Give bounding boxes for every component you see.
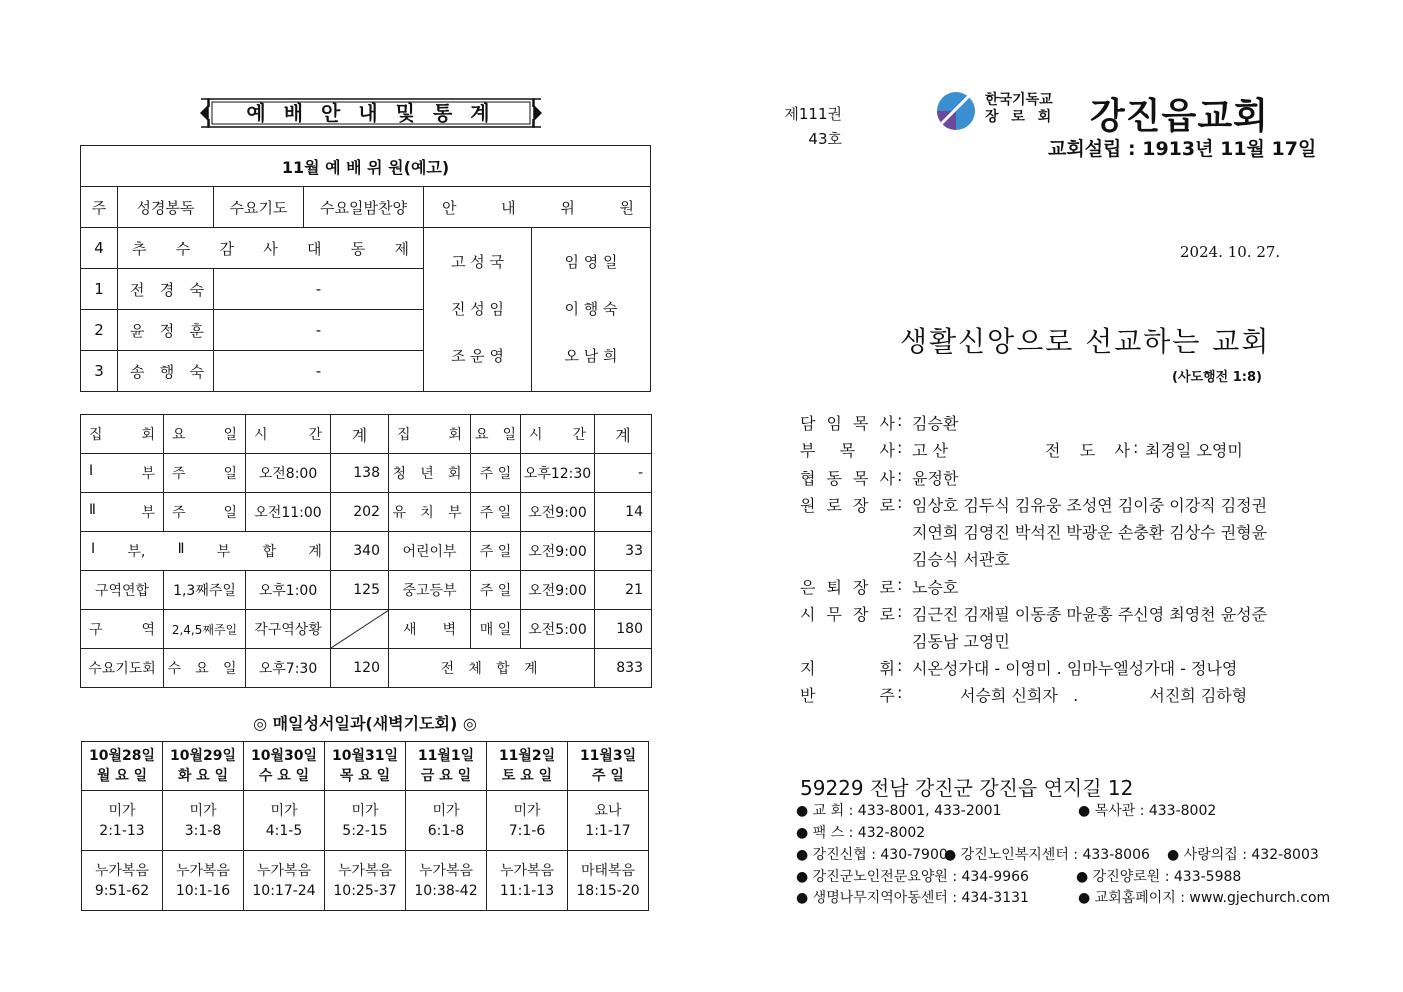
duty-dash: -: [214, 351, 424, 392]
stats-time: 오전9:00: [521, 493, 595, 532]
reading-ot: 미가 6:1-8: [406, 791, 487, 851]
stats-day: 2,4,5째주일: [164, 610, 246, 649]
duty-header-ushers: 안 내 위 원: [424, 187, 651, 228]
reading-nt: 마태복음 18:15-20: [568, 851, 649, 911]
church-motto: 생활신앙으로 선교하는 교회: [900, 325, 1271, 358]
reading-ot: 미가 7:1-6: [487, 791, 568, 851]
reading-day-header: 10월31일 목 요 일: [325, 742, 406, 791]
stats-day: 1,3째주일: [164, 571, 246, 610]
stats-day: 주 일: [471, 532, 521, 571]
reading-nt: 누가복음 10:38-42: [406, 851, 487, 911]
duty-reader: 전 경 숙: [118, 269, 214, 310]
stats-day: 주 일: [164, 454, 246, 493]
motto-reference: (사도행전 1:8): [1172, 370, 1262, 385]
stats-time: 오전9:00: [521, 571, 595, 610]
duty-dash: -: [214, 269, 424, 310]
duty-reader: 윤 정 훈: [118, 310, 214, 351]
staff-label: 시 무 장 로: [800, 605, 895, 624]
stats-count: 21: [595, 571, 652, 610]
stats-header: 계: [595, 415, 652, 454]
reading-ot: 요나 1:1-17: [568, 791, 649, 851]
stats-header: 집 회: [81, 415, 164, 454]
stats-meeting: 수요기도회: [81, 649, 164, 688]
staff-label: 협 동 목 사: [800, 469, 895, 488]
stats-time: 오후12:30: [521, 454, 595, 493]
staff-label: 은 퇴 장 로: [800, 578, 895, 597]
stats-meeting: 새 벽: [389, 610, 471, 649]
duty-header-reading: 성경봉독: [118, 187, 214, 228]
duty-week: 2: [81, 310, 118, 351]
contact-church: ● 교 회 : 433-8001, 433-2001: [796, 803, 1002, 819]
contact-parsonage: ● 목사관 : 433-8002: [1078, 803, 1217, 819]
bible-reading-title: ◎ 매일성서일과(새벽기도회) ◎: [253, 714, 477, 733]
diagonal-line-icon: [331, 610, 389, 648]
stats-time: 오전9:00: [521, 532, 595, 571]
duty-week: 4: [81, 228, 118, 269]
stats-time: 오후7:30: [246, 649, 331, 688]
stats-header: 계: [331, 415, 389, 454]
reading-nt: 누가복음 11:1-13: [487, 851, 568, 911]
contact-homepage: ● 교회홈페이지 : www.gjechurch.com: [1078, 890, 1331, 906]
stats-meeting: 유 치 부: [389, 493, 471, 532]
reading-ot: 미가 5:2-15: [325, 791, 406, 851]
reading-ot: 미가 4:1-5: [244, 791, 325, 851]
stats-total-label: 전 체 합 계: [389, 649, 595, 688]
banner-title: 예배안내및통계: [246, 101, 508, 125]
ushers-col-2: 임 영 일 이 행 숙 오 남 희: [532, 228, 651, 392]
stats-day: 주 일: [164, 493, 246, 532]
reading-nt: 누가복음 10:25-37: [325, 851, 406, 911]
duty-reader: 송 행 숙: [118, 351, 214, 392]
stats-count-empty: [331, 610, 389, 649]
duty-header-week: 주: [81, 187, 118, 228]
reading-day-header: 10월28일 월 요 일: [82, 742, 163, 791]
reading-ot: 미가 3:1-8: [163, 791, 244, 851]
contact-nursing-home: ● 강진군노인전문요양원 : 434-9966: [796, 869, 1029, 885]
stats-header: 집 회: [389, 415, 471, 454]
stats-meeting: Ⅱ 부: [81, 493, 164, 532]
issue-number: 43호: [808, 130, 842, 148]
reading-day-header: 11월1일 금 요 일: [406, 742, 487, 791]
staff-label: 전 도 사: [1045, 441, 1130, 460]
founded-date: 교회설립 : 1913년 11월 17일: [1048, 138, 1317, 160]
reading-day-header: 11월3일 주 일: [568, 742, 649, 791]
attendance-stats-table: [80, 414, 652, 688]
duty-title: 11월 예 배 위 원(예고): [81, 146, 651, 187]
stats-time: 오전11:00: [246, 493, 331, 532]
reading-nt: 누가복음 10:1-16: [163, 851, 244, 911]
stats-meeting: 청 년 회: [389, 454, 471, 493]
stats-count: 138: [331, 454, 389, 493]
reading-ot: 미가 2:1-13: [82, 791, 163, 851]
stats-total: 833: [595, 649, 652, 688]
duty-dash: -: [214, 310, 424, 351]
contact-child-center: ● 생명나무지역아동센터 : 434-3131: [796, 890, 1029, 906]
section-banner: [198, 96, 544, 130]
stats-count: 14: [595, 493, 652, 532]
staff-label: 부 목 사: [800, 441, 895, 460]
stats-count: 180: [595, 610, 652, 649]
stats-meeting: 중고등부: [389, 571, 471, 610]
bulletin-date: 2024. 10. 27.: [1180, 243, 1281, 261]
reading-nt: 누가복음 9:51-62: [82, 851, 163, 911]
stats-meeting: 구 역: [81, 610, 164, 649]
stats-count: 33: [595, 532, 652, 571]
contact-fax: ● 팩 스 : 432-8002: [796, 825, 926, 841]
stats-count: 202: [331, 493, 389, 532]
stats-count: -: [595, 454, 652, 493]
contact-love-house: ● 사랑의집 : 432-8003: [1167, 847, 1319, 863]
staff-label: 담 임 목 사: [800, 414, 895, 433]
stats-header: 요 일: [164, 415, 246, 454]
worship-duty-table: [80, 145, 651, 392]
stats-time: 오전5:00: [521, 610, 595, 649]
staff-label: 지 휘: [800, 659, 895, 678]
reading-day-header: 10월29일 화 요 일: [163, 742, 244, 791]
church-logo-icon: [935, 90, 977, 132]
stats-header: 시 간: [521, 415, 595, 454]
stats-meeting: 구역연합: [81, 571, 164, 610]
contact-credit-union: ● 강진신협 : 430-7900: [796, 847, 948, 863]
stats-day: 매 일: [471, 610, 521, 649]
ushers-col-1: 고 성 국 진 성 임 조 운 영: [424, 228, 532, 392]
stats-count: 125: [331, 571, 389, 610]
stats-day: 주 일: [471, 571, 521, 610]
stats-time: 오전8:00: [246, 454, 331, 493]
duty-header-prayer: 수요기도: [214, 187, 304, 228]
church-name: 강진읍교회: [1090, 96, 1269, 137]
denomination: 한국기독교 장 로 회: [985, 92, 1056, 125]
stats-meeting: Ⅰ 부: [81, 454, 164, 493]
stats-header: 요 일: [471, 415, 521, 454]
duty-event: 추 수 감 사 대 동 제: [118, 228, 424, 269]
stats-count: 120: [331, 649, 389, 688]
church-address: 59229 전남 강진군 강진읍 연지길 12: [800, 776, 1134, 800]
reading-nt: 누가복음 10:17-24: [244, 851, 325, 911]
reading-day-header: 10월30일 수 요 일: [244, 742, 325, 791]
issue-volume: 제111권: [784, 105, 842, 123]
stats-day: 주 일: [471, 493, 521, 532]
stats-header: 시 간: [246, 415, 331, 454]
reading-day-header: 11월2일 토 요 일: [487, 742, 568, 791]
stats-time: 오후1:00: [246, 571, 331, 610]
stats-day: 수 요 일: [164, 649, 246, 688]
contact-senior-center: ● 강진노인복지센터 : 433-8006: [944, 847, 1150, 863]
stats-count: 340: [331, 532, 389, 571]
stats-meeting: 어린이부: [389, 532, 471, 571]
duty-header-praise: 수요일밤찬양: [304, 187, 424, 228]
bible-reading-table: [81, 741, 649, 911]
stats-day: 주 일: [471, 454, 521, 493]
stats-subtotal-label: Ⅰ 부, Ⅱ 부 합 계: [81, 532, 331, 571]
staff-label: 반 주: [800, 686, 895, 705]
contact-retirement-home: ● 강진양로원 : 433-5988: [1076, 869, 1242, 885]
duty-week: 1: [81, 269, 118, 310]
stats-time: 각구역상황: [246, 610, 331, 649]
duty-week: 3: [81, 351, 118, 392]
staff-label: 원 로 장 로: [800, 496, 895, 515]
